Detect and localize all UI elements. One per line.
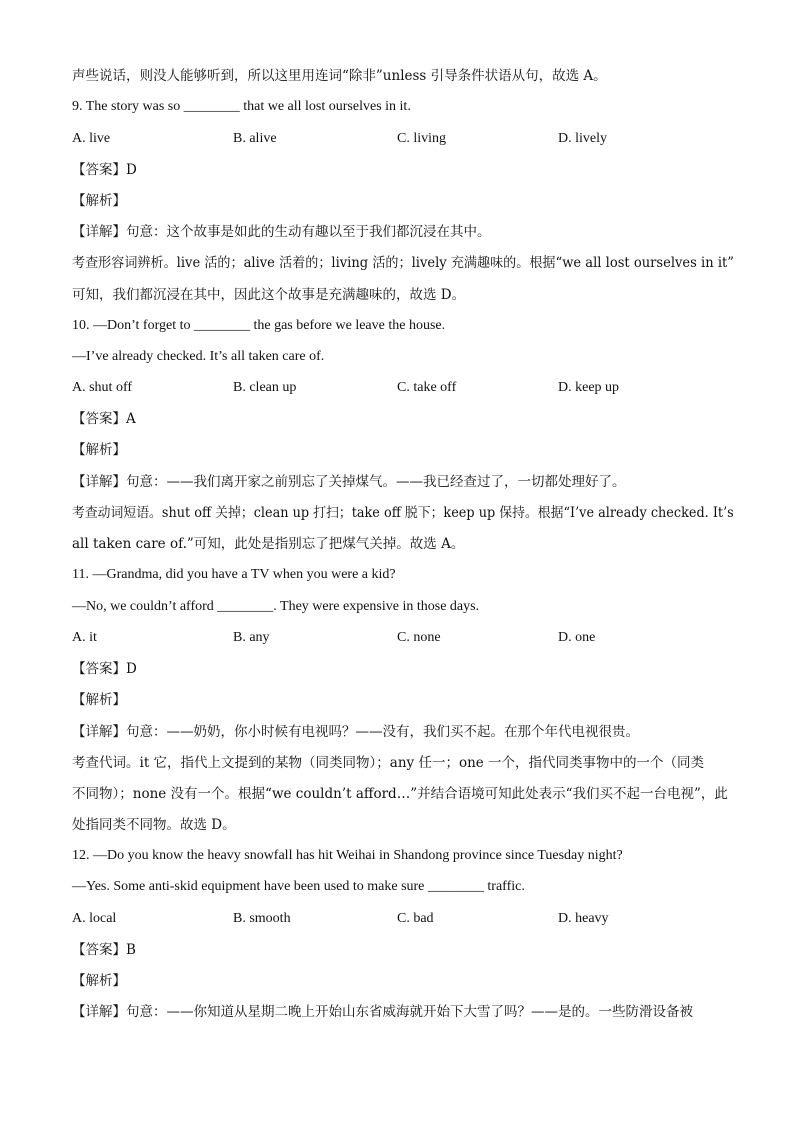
- explanation-text: 【详解】句意：——我们离开家之前别忘了关掉煤气。——我已经查过了，一切都处理好了。: [72, 474, 626, 490]
- analysis-label: 【解析】: [72, 973, 126, 989]
- option-b: B. clean up: [233, 380, 297, 395]
- explanation-text: 处指同类不同物。故选 D。: [72, 817, 236, 833]
- option-b: B. smooth: [233, 911, 291, 926]
- option-a: A. live: [72, 131, 111, 146]
- question-10-reply: —I’ve already checked. It’s all taken care of.: [72, 349, 325, 364]
- option-c: C. none: [397, 630, 441, 645]
- options-q10: [72, 379, 732, 397]
- answer-label: 【答案】B: [72, 942, 136, 958]
- explanation-text: 考查形容词辨析。live 活的；alive 活着的；living 活的；lively 充满趣味的。根据“we all lost ourselves in it”: [72, 255, 734, 271]
- option-c: C. take off: [397, 380, 457, 395]
- explanation-text: 不同物）；none 没有一个。根据“we couldn’t afford…”并结合语境可知此处表示“我们买不起一台电视”，此: [72, 786, 728, 802]
- question-12: 12. —Do you know the heavy snowfall has hit Weihai in Shandong province since Tuesday night?: [72, 848, 623, 863]
- question-11-reply: —No, we couldn’t afford ________. They were expensive in those days.: [72, 599, 480, 614]
- question-11: 11. —Grandma, did you have a TV when you were a kid?: [72, 567, 396, 582]
- answer-label: 【答案】D: [72, 661, 137, 677]
- options-q12: [72, 910, 732, 928]
- option-d: D. heavy: [558, 911, 609, 926]
- option-c: C. bad: [397, 911, 434, 926]
- analysis-label: 【解析】: [72, 193, 126, 209]
- explanation-text: 【详解】句意：这个故事是如此的生动有趣以至于我们都沉浸在其中。: [72, 224, 491, 240]
- options-q9: [72, 130, 732, 148]
- analysis-label: 【解析】: [72, 442, 126, 458]
- explanation-text: 【详解】句意：——你知道从星期二晚上开始山东省威海就开始下大雪了吗？——是的。一些防滑设备被: [72, 1004, 693, 1020]
- explanation-text: all taken care of.”可知，此处是指别忘了把煤气关掉。故选 A。: [72, 536, 465, 552]
- option-d: D. one: [558, 630, 596, 645]
- answer-label: 【答案】A: [72, 411, 136, 427]
- option-d: D. keep up: [558, 380, 620, 395]
- option-b: B. any: [233, 630, 270, 645]
- options-q11: [72, 629, 732, 647]
- explanation-text: 考查动词短语。shut off 关掉；clean up 打扫；take off 脱下；keep up 保持。根据“I’ve already checked. It’s: [72, 505, 734, 521]
- option-a: A. it: [72, 630, 97, 645]
- question-12-reply: —Yes. Some anti-skid equipment have been used to make sure ________ traffic.: [72, 879, 525, 894]
- analysis-label: 【解析】: [72, 692, 126, 708]
- question-9: 9. The story was so ________ that we all lost ourselves in it.: [72, 99, 411, 114]
- explanation-text: 声些说话，则没人能够听到，所以这里用连词“除非”unless 引导条件状语从句，故选 A。: [72, 68, 607, 84]
- option-b: B. alive: [233, 131, 277, 146]
- option-a: A. shut off: [72, 380, 133, 395]
- question-10: 10. —Don’t forget to ________ the gas before we leave the house.: [72, 318, 446, 333]
- option-a: A. local: [72, 911, 117, 926]
- answer-label: 【答案】D: [72, 162, 137, 178]
- explanation-text: 可知，我们都沉浸在其中，因此这个故事是充满趣味的，故选 D。: [72, 287, 466, 303]
- explanation-text: 考查代词。it 它，指代上文提到的某物（同类同物）；any 任一；one 一个，指代同类事物中的一个（同类: [72, 755, 705, 771]
- option-d: D. lively: [558, 131, 607, 146]
- option-c: C. living: [397, 131, 447, 146]
- explanation-text: 【详解】句意：——奶奶，你小时候有电视吗？——没有，我们买不起。在那个年代电视很贵。: [72, 724, 639, 740]
